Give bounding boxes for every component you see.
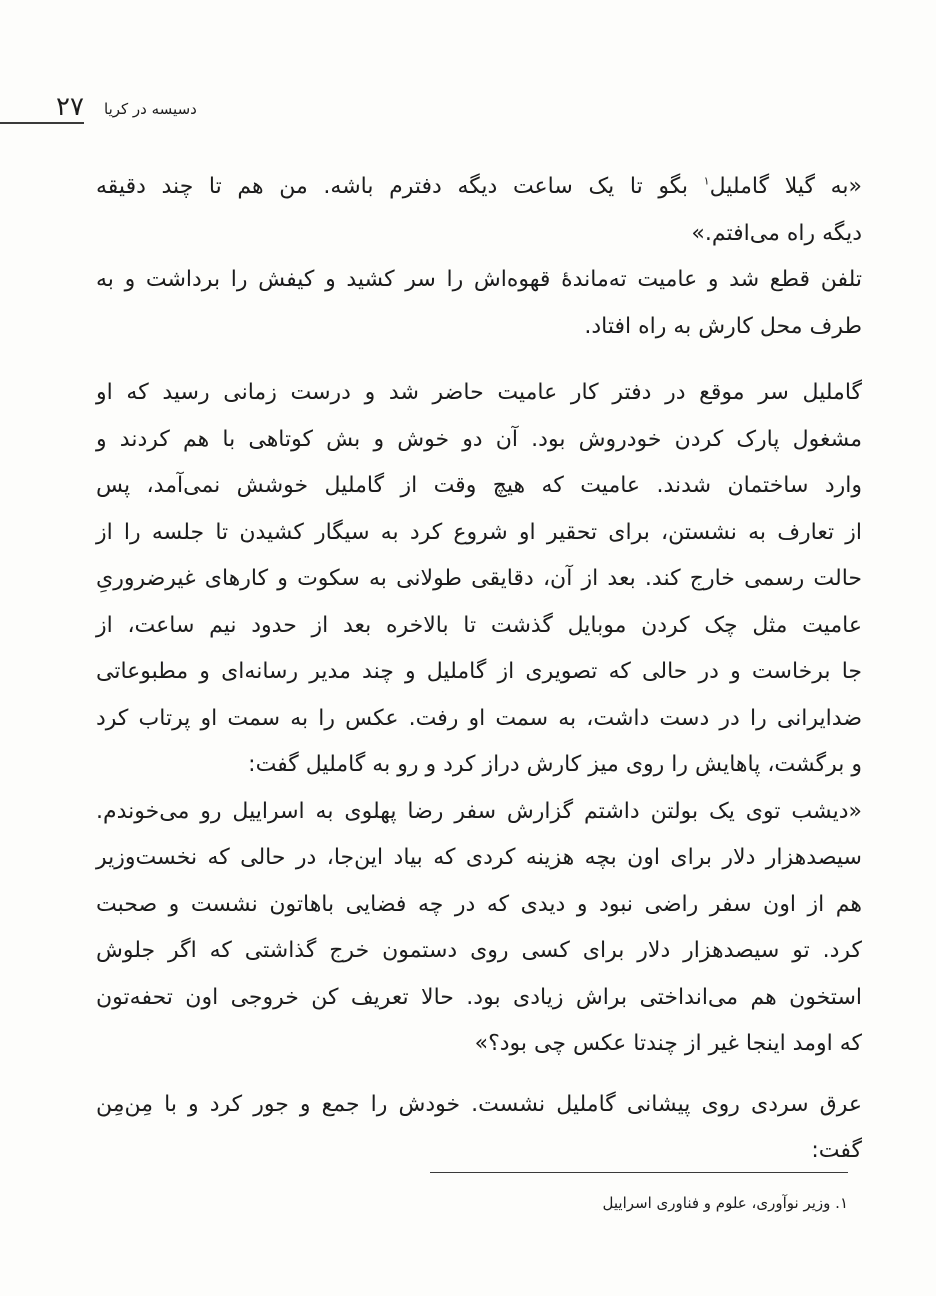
text-line: که اومد اینجا غیر از چندتا عکس چی بود؟» <box>474 1031 862 1056</box>
paragraph-gap <box>96 350 862 370</box>
text-line: هم از اون سفر راضی نبود و دیدی که در چه فضایی با‌هاتون نشست و صحبت <box>96 891 862 917</box>
text-line: استخون هم می‌انداختی براش زیادی بود. حالا تعریف کن خروجی اون تحفه‌تون <box>96 984 862 1010</box>
text-line: از تعارف به نشستن، برای تحقیر او شروع کرد به سیگار کشیدن تا جلسه را از <box>96 519 862 545</box>
footnote-reference: ۱ <box>703 174 710 188</box>
page-number: ۲۷ <box>56 92 84 122</box>
text-line: جا برخاست و در حالی که تصویری از گاملیل و چند مدیر رسانه‌ای و مطبوعاتی <box>96 659 862 684</box>
text-line: گفت: <box>811 1138 862 1163</box>
text-line: «به گیلا گاملیل$^۱$ بگو تا یک ساعت دیگه دفترم باشه. من هم تا چند دقیقه <box>96 174 862 199</box>
text-line: حالت رسمی خارج کند. بعد از آن، دقایقی طولانی به سکوت و کارهای غیرضروریِ <box>96 566 862 591</box>
text-line: عرق سردی روی پیشانی گاملیل نشست. خودش را جمع و جور کرد و با مِن‌مِن <box>96 1091 862 1117</box>
text-line: سیصدهزار دلار برای اون بچه هزینه کردی که بیاد این‌جا، در حالی که نخست‌وزیر <box>96 845 862 870</box>
text-line: و برگشت، پاهایش را روی میز کارش دراز کرد و رو به گاملیل گفت: <box>248 752 862 777</box>
text-line: «دیشب توی یک بولتن داشتم گزارش سفر رضا پهلوی به اسراییل رو می‌خوندم. <box>96 798 862 824</box>
text-line: عامیت مثل چک کردن موبایل گذشت تا بالاخره بعد از حدود نیم ساعت، از <box>96 612 862 638</box>
main-text <box>96 164 862 1175</box>
text-line: کرد. تو سیصدهزار دلار برای کسی روی دستمون خرج گذاشتی که اگر جلوش <box>96 938 862 963</box>
footnote: ۱. وزیر نوآوری، علوم و فناوری اسراییل <box>602 1194 848 1212</box>
footnote-separator <box>430 1172 848 1173</box>
text-line: وارد ساختمان شدند. عامیت که هیچ وقت از گاملیل خوشش نمی‌آمد، پس <box>96 473 862 498</box>
running-title: دسیسه در کریا <box>104 100 197 118</box>
text-line: تلفن قطع شد و عامیت ته‌ماندهٔ قهوه‌اش را سر کشید و کیفش را برداشت و به <box>96 267 862 292</box>
text-line: طرف محل کارش به راه افتاد. <box>584 313 862 339</box>
paragraph-gap <box>96 1068 862 1082</box>
text-line: دیگه راه می‌افتم.» <box>691 220 862 246</box>
text-line: گاملیل سر موقع در دفتر کار عامیت حاضر شد و درست زمانی رسید که او <box>96 380 862 405</box>
header-rule <box>0 122 84 124</box>
page-header <box>0 92 936 132</box>
text-line: ضدایرانی را در دست داشت، به سمت او رفت. عکس را به سمت او پرتاب کرد <box>96 705 862 731</box>
text-line: مشغول پارک کردن خودروش بود. آن دو خوش و بش کوتاهی با هم کردند و <box>96 426 862 452</box>
